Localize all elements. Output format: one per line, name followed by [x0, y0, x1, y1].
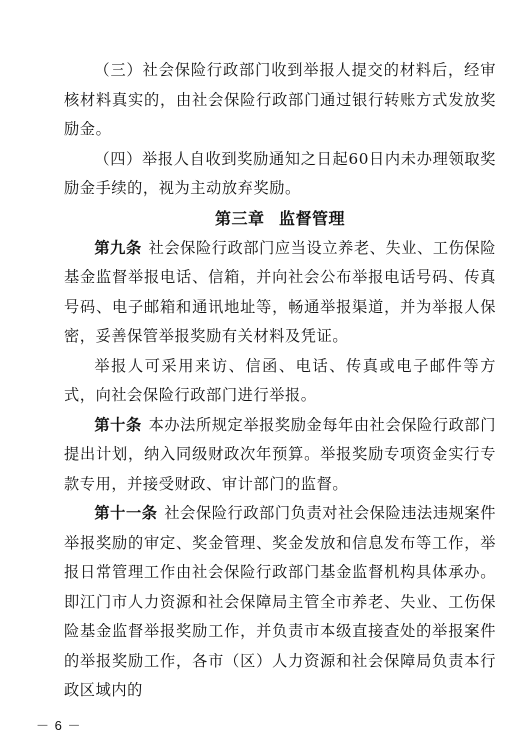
chapter-number: 第三章 — [215, 208, 265, 228]
article-text: 社会保险行政部门应当设立养老、失业、工伤保险基金监督举报电话、信箱，并向社会公布举报电话号码、传真号码、电子邮箱和通讯地址等，畅通举报渠道，并为举报人保密，妥善保管举报奖励有关材料及凭证。 — [64, 238, 496, 345]
paragraph-item-3: （三）社会保险行政部门收到举报人提交的材料后，经审核材料真实的，由社会保险行政部门通过银行转账方式发放奖励金。 — [64, 61, 496, 138]
article-10 — [64, 411, 496, 500]
article-11 — [64, 499, 496, 706]
article-text: 举报人可采用来访、信函、电话、传真或电子邮件等方式，向社会保险行政部门进行举报。 — [64, 356, 496, 404]
article-label: 第十条 — [94, 415, 142, 434]
article-9 — [64, 234, 496, 352]
paragraph-item-4: （四）举报人自收到奖励通知之日起60日内未办理领取奖励金手续的，视为主动放弃奖励。 — [64, 149, 496, 197]
article-label: 第十一条 — [94, 504, 158, 522]
article-text: 社会保险行政部门负责对社会保险违法违规案件举报奖励的审定、奖金管理、奖金发放和信息发布等工作，举报日常管理工作由社会保险行政部门基金监督机构具体承办。即江门市人力资源和社会保障局主管全市养老、失业、工伤保险基金监督举报奖励工作，并负责市本级直接查处的举报案件的举报奖励工作，各市（区）人力资源和社会保障局负责本行政区域内的 — [64, 504, 496, 699]
article-9-paragraph-2 — [64, 352, 496, 411]
article-label: 第九条 — [94, 238, 142, 257]
page-body — [64, 56, 496, 706]
chapter-heading — [64, 204, 496, 234]
article-text: 本办法所规定举报奖励金每年由社会保险行政部门提出计划，纳入同级财政次年预算。举报奖励专项资金实行专款专用，并接受财政、审计部门的监督。 — [64, 415, 496, 493]
page-number: － 6 － — [36, 718, 82, 733]
chapter-title: 监督管理 — [278, 208, 345, 228]
